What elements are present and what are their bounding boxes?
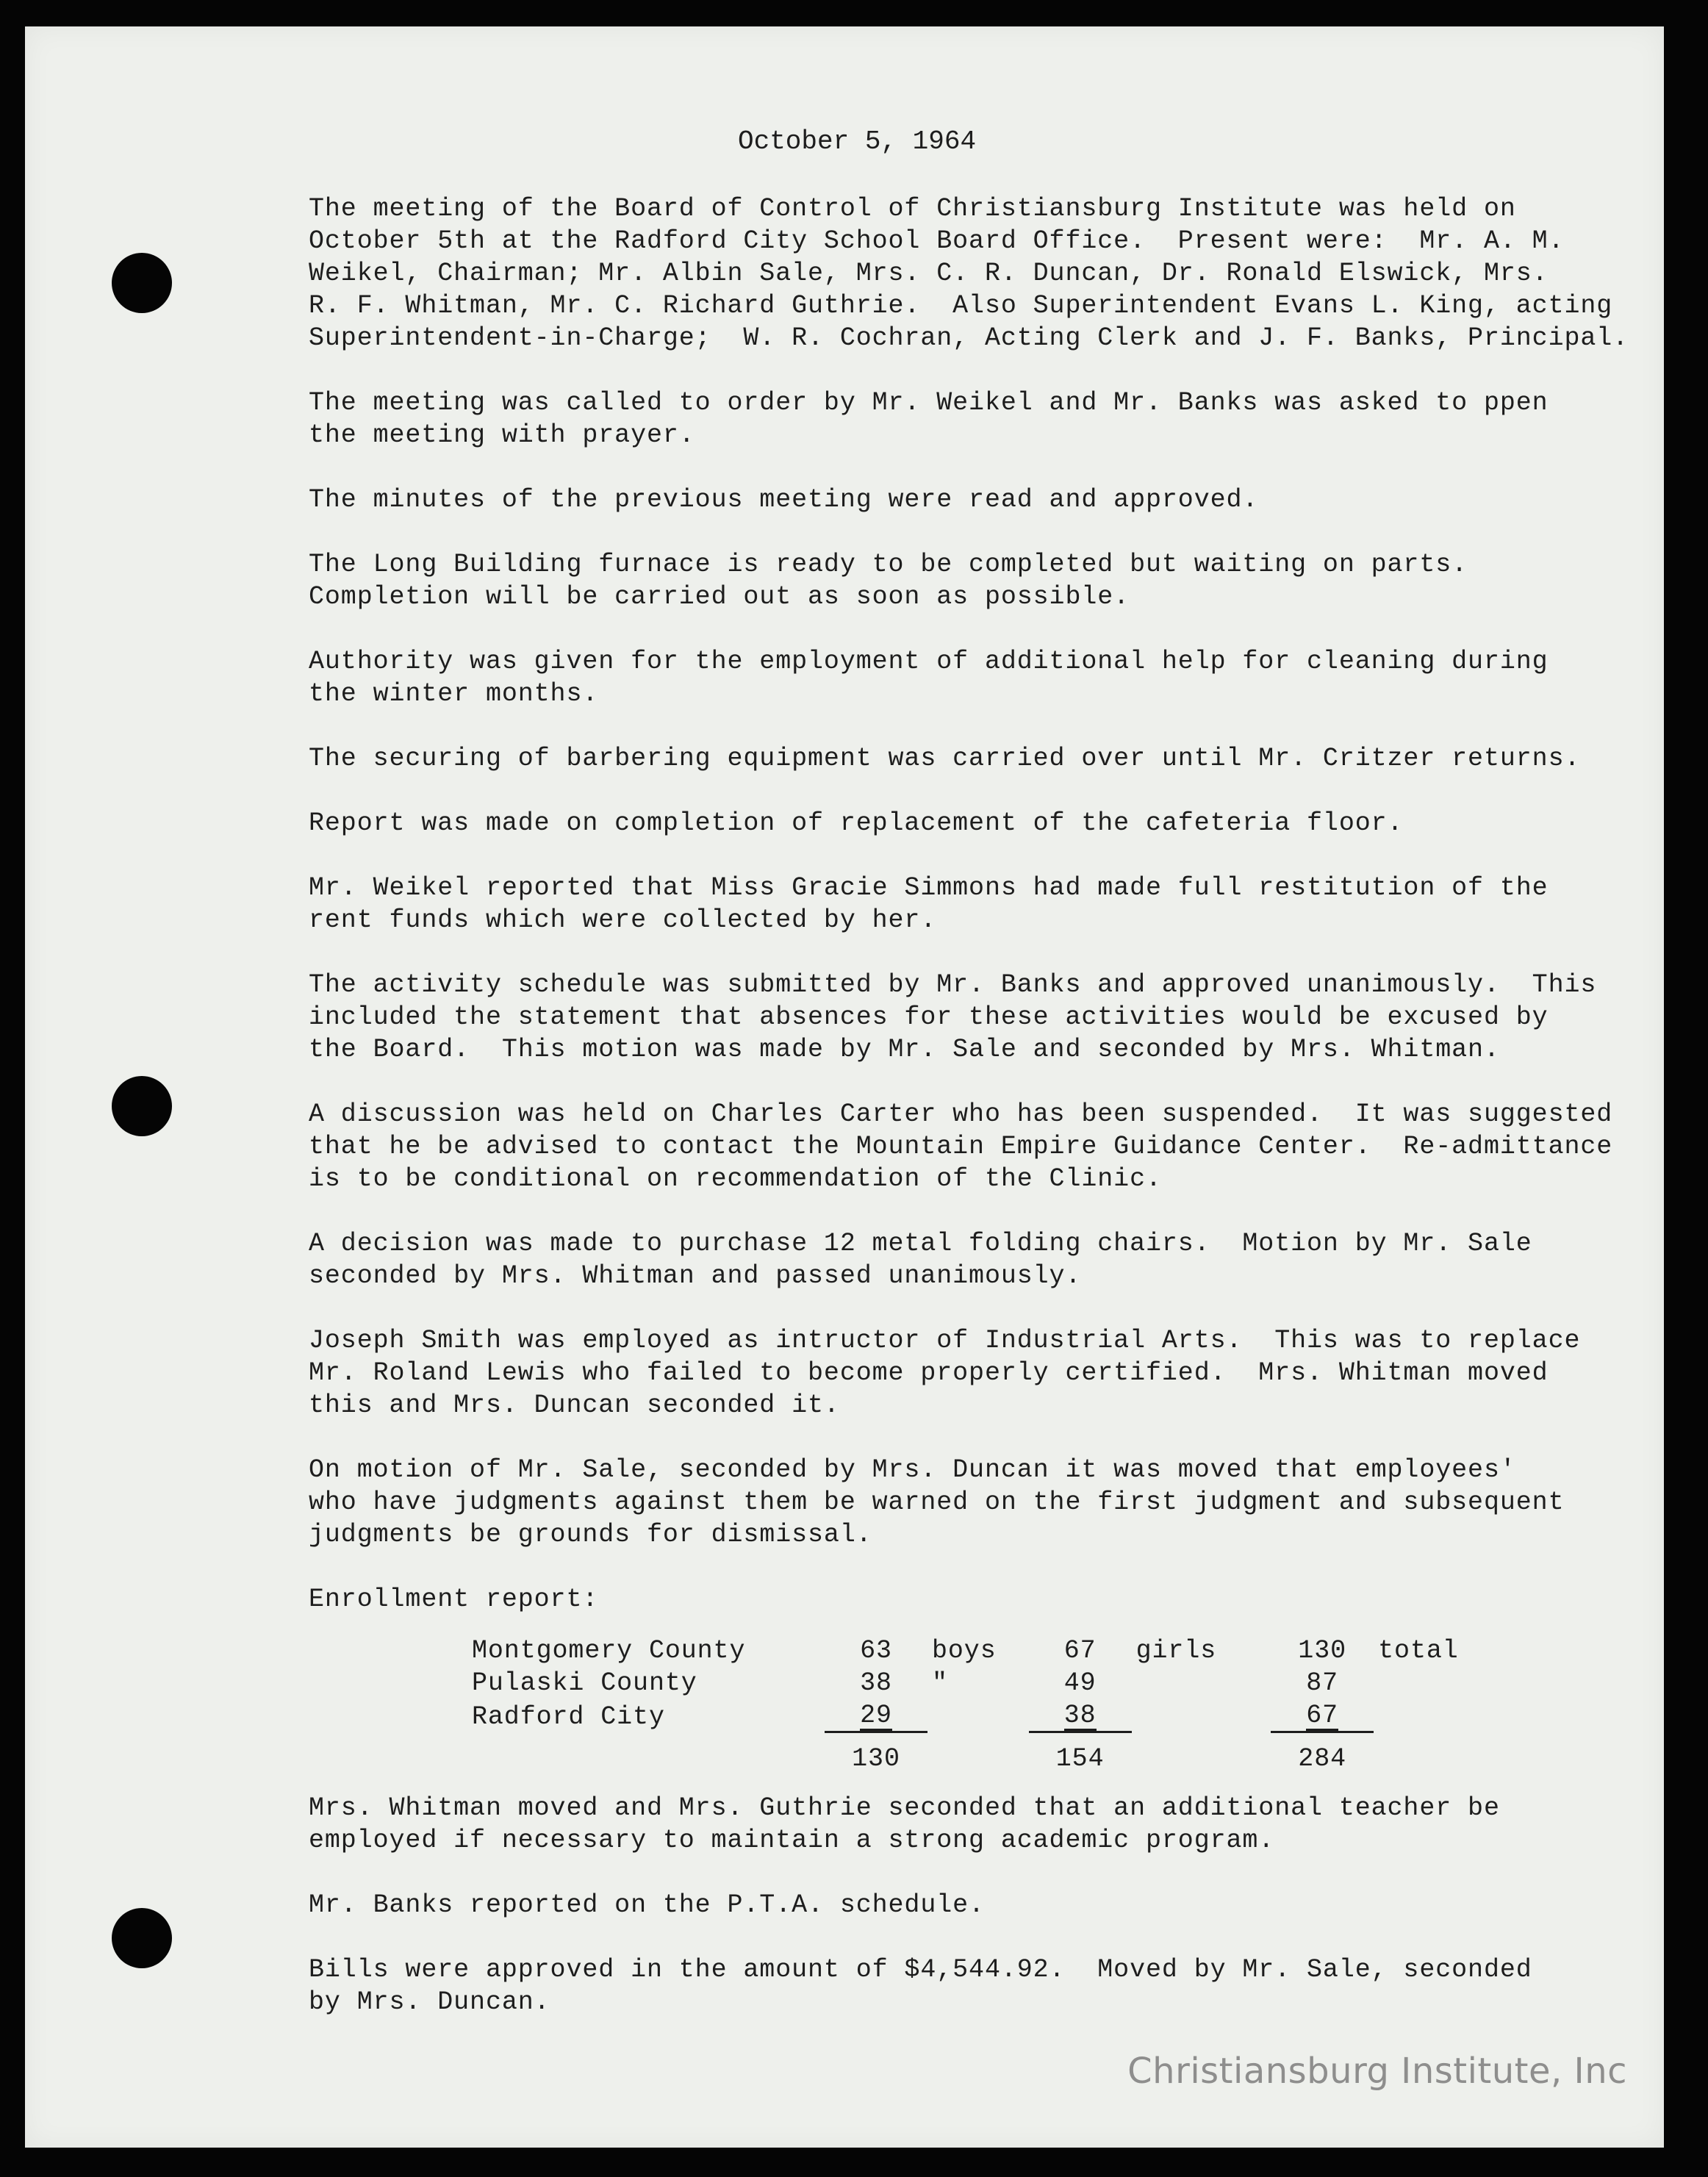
- total-count: 67: [1306, 1701, 1339, 1730]
- paragraph-line: The securing of barbering equipment was carried over until Mr. Critzer returns.: [309, 744, 1581, 773]
- paragraph-line: Authority was given for the employment of additional help for cleaning during: [309, 647, 1549, 676]
- paragraph: [309, 1098, 1632, 1195]
- minutes-body: [309, 193, 1632, 2051]
- paragraph-line: the winter months.: [309, 679, 599, 709]
- girls-count: 38: [1063, 1701, 1097, 1730]
- paragraph-line: Report was made on completion of replacement of the cafeteria floor.: [309, 808, 1404, 838]
- girls-total: [997, 1733, 1217, 1785]
- punch-hole: [112, 253, 172, 313]
- boys-count: 63: [860, 1636, 892, 1665]
- paragraph-line: by Mrs. Duncan.: [309, 1987, 550, 2017]
- paragraph-line: Weikel, Chairman; Mr. Albin Sale, Mrs. C. R. Duncan, Dr. Ronald Elswick, Mrs.: [309, 259, 1549, 288]
- paragraph-line: The activity schedule was submitted by Mr. Banks and approved unanimously. This: [309, 970, 1597, 1000]
- paragraph-line: Joseph Smith was employed as intructor of Industrial Arts. This was to replace: [309, 1326, 1581, 1355]
- paragraph: [309, 645, 1632, 710]
- totals-spacer: [472, 1733, 795, 1785]
- paragraph-line: Mrs. Whitman moved and Mrs. Guthrie seconded that an additional teacher be: [309, 1793, 1500, 1823]
- total-cell: [1216, 1699, 1459, 1733]
- paragraph: [309, 1792, 1632, 1857]
- girls-count: 67: [1063, 1636, 1097, 1665]
- total-total: [1216, 1733, 1459, 1785]
- paragraph-line: Mr. Weikel reported that Miss Gracie Simmons had made full restitution of the: [309, 873, 1549, 903]
- paragraph-line: employed if necessary to maintain a strong academic program.: [309, 1826, 1275, 1855]
- enrollment-row: [472, 1635, 1459, 1667]
- paragraph: [309, 1889, 1632, 1921]
- enrollment-table: [472, 1635, 1459, 1785]
- boys-cell: [795, 1667, 997, 1699]
- paragraph-line: Mr. Banks reported on the P.T.A. schedule.: [309, 1890, 985, 1920]
- total-count: 130: [1298, 1636, 1347, 1665]
- paragraph-line: Bills were approved in the amount of $4,544.92. Moved by Mr. Sale, seconded: [309, 1955, 1532, 1984]
- paragraph-line: who have judgments against them be warned on the first judgment and subsequent: [309, 1488, 1565, 1517]
- girls-cell: [997, 1667, 1217, 1699]
- girls-unit: girls: [1135, 1636, 1217, 1665]
- boys-cell: [795, 1699, 997, 1733]
- paragraph-line: The Long Building furnace is ready to be completed but waiting on parts.: [309, 550, 1468, 579]
- total-cell: [1216, 1667, 1459, 1699]
- paragraph-line: The meeting of the Board of Control of Christiansburg Institute was held on: [309, 194, 1516, 223]
- boys-count: 29: [860, 1701, 892, 1730]
- county-name: Montgomery County: [472, 1636, 746, 1665]
- paragraph-line: A decision was made to purchase 12 metal folding chairs. Motion by Mr. Sale: [309, 1229, 1532, 1258]
- paragraph: [309, 742, 1632, 775]
- paragraph-line: Mr. Roland Lewis who failed to become properly certified. Mrs. Whitman moved: [309, 1358, 1549, 1388]
- enrollment-label: Enrollment report:: [309, 1585, 599, 1614]
- paragraph: [309, 1324, 1632, 1421]
- paragraph-line: that he be advised to contact the Mountain Empire Guidance Center. Re-admittance: [309, 1132, 1613, 1161]
- paragraph: [309, 548, 1632, 613]
- paragraph-line: R. F. Whitman, Mr. C. Richard Guthrie. Also Superintendent Evans L. King, acting: [309, 291, 1613, 320]
- boys-total-value: 130: [852, 1744, 900, 1773]
- paragraph-line: Completion will be carried out as soon as possible.: [309, 582, 1130, 612]
- paragraph-line: the Board. This motion was made by Mr. Sale and seconded by Mrs. Whitman.: [309, 1035, 1500, 1064]
- paragraph-line: included the statement that absences for these activities would be excused by: [309, 1003, 1549, 1032]
- paragraph: [309, 807, 1632, 839]
- paragraph: [309, 387, 1632, 451]
- paragraph-line: The minutes of the previous meeting were read and approved.: [309, 485, 1259, 514]
- punch-hole: [112, 1908, 172, 1968]
- enrollment-totals-row: [472, 1733, 1459, 1785]
- paragraph: [309, 872, 1632, 936]
- paragraph: [309, 1954, 1632, 2018]
- total-unit: total: [1378, 1636, 1459, 1665]
- watermark-text: Christiansburg Institute, Inc: [1127, 2051, 1627, 2092]
- document-date: October 5, 1964: [738, 126, 977, 157]
- total-cell: [1216, 1635, 1459, 1667]
- enrollment-row: [472, 1667, 1459, 1699]
- county-name: Radford City: [472, 1702, 665, 1732]
- paragraph-line: rent funds which were collected by her.: [309, 905, 937, 935]
- boys-cell: [795, 1635, 997, 1667]
- paragraph-line: A discussion was held on Charles Carter who has been suspended. It was suggested: [309, 1100, 1613, 1129]
- paragraph-line: The meeting was called to order by Mr. Weikel and Mr. Banks was asked to ppen: [309, 388, 1549, 417]
- paragraph-line: judgments be grounds for dismissal.: [309, 1520, 872, 1549]
- boys-total: [795, 1733, 997, 1785]
- girls-count: 49: [1063, 1668, 1097, 1698]
- paragraph-line: is to be conditional on recommendation of the Clinic.: [309, 1164, 1162, 1194]
- paragraph-line: Superintendent-in-Charge; W. R. Cochran, Acting Clerk and J. F. Banks, Principal.: [309, 323, 1629, 353]
- minutes-paragraphs: [309, 193, 1632, 1551]
- total-total-value: 284: [1298, 1744, 1347, 1773]
- paragraph-line: October 5th at the Radford City School Board Office. Present were: Mr. A. M.: [309, 226, 1565, 256]
- girls-cell: [997, 1635, 1217, 1667]
- paragraph-line: this and Mrs. Duncan seconded it.: [309, 1391, 840, 1420]
- paragraph: [309, 1454, 1632, 1551]
- boys-count: 38: [860, 1668, 892, 1698]
- boys-unit: ": [932, 1668, 948, 1698]
- paragraph-line: the meeting with prayer.: [309, 420, 695, 450]
- paragraph: [309, 969, 1632, 1066]
- paragraph: [309, 193, 1632, 354]
- punch-hole: [112, 1076, 172, 1136]
- county-name: Pulaski County: [472, 1668, 697, 1698]
- closing-paragraphs: [309, 1792, 1632, 2018]
- girls-total-value: 154: [1055, 1744, 1105, 1773]
- girls-cell: [997, 1699, 1217, 1733]
- paragraph: [309, 1227, 1632, 1292]
- paragraph-line: On motion of Mr. Sale, seconded by Mrs. Duncan it was moved that employees': [309, 1455, 1516, 1485]
- enrollment-row: [472, 1699, 1459, 1733]
- paragraph: [309, 484, 1632, 516]
- paragraph-line: seconded by Mrs. Whitman and passed unanimously.: [309, 1261, 1082, 1291]
- boys-unit: boys: [932, 1636, 997, 1665]
- total-count: 87: [1306, 1668, 1339, 1698]
